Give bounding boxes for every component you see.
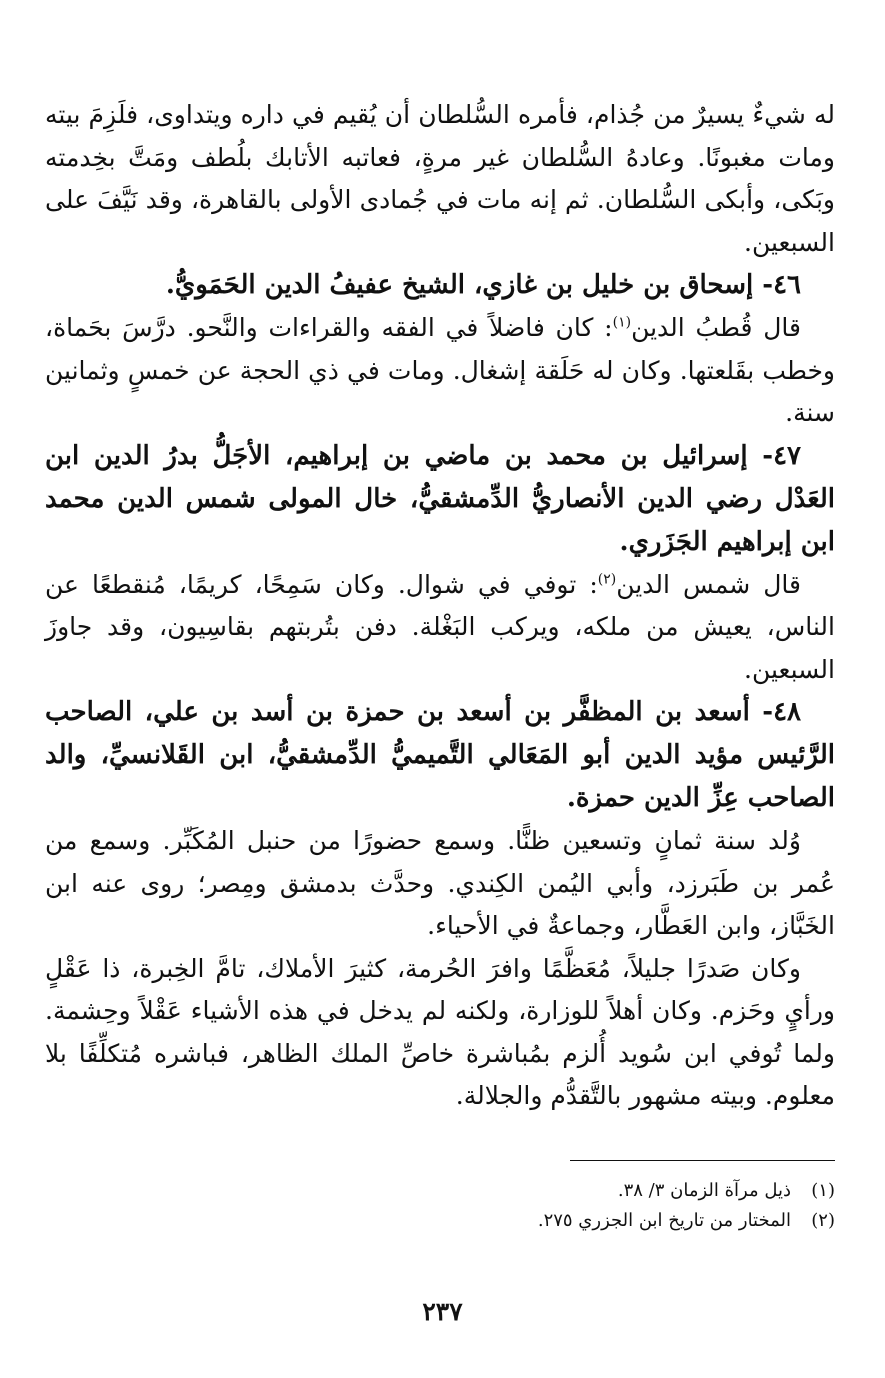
footnote-ref-1[interactable]: (١)	[612, 314, 632, 331]
paragraph-entry-48-b: وكان صَدرًا جليلاً، مُعَظَّمًا وافرَ الحُرمة، كثيرَ الأملاك، تامَّ الخِبرة، ذا عَقْلٍ ورأيٍ وحَزم. وكان أهلاً للوزارة، ولكنه لم يدخل في هذه الأشياء عَقْلاً وحِشمة. ولما تُوفي ابن سُويد أُلزم بمُباشرة خاصِّ الملك الظاهر، فباشره مُتكلِّفًا بلا معلوم. وبيته مشهور بالتَّقدُّم والجلالة.	[45, 953, 835, 1110]
paragraph-entry-47	[45, 564, 835, 692]
quote-lead: قال شمس الدين	[616, 569, 801, 599]
entry-heading-48: ٤٨- أسعد بن المظفَّر بن أسعد بن حمزة بن أسد بن علي، الصاحب الرَّئيس مؤيد الدين أبو المَعَالي التَّميميُّ الدِّمشقيُّ، ابن القَلانسيِّ، والد الصاحب عِزِّ الدين حمزة.	[45, 697, 835, 813]
footnote-number: (١)	[811, 1180, 835, 1201]
main-text	[45, 94, 835, 1118]
entry-heading-47: ٤٧- إسرائيل بن محمد بن ماضي بن إبراهيم، الأجَلُّ بدرُ الدين ابن العَدْل رضي الدين الأنصاريُّ الدِّمشقيُّ، خال المولى شمس الدين محمد ابن إبراهيم الجَزَري.	[45, 440, 835, 557]
entry-heading-46: ٤٦- إسحاق بن خليل بن غازي، الشيخ عفيفُ الدين الحَمَويُّ.	[165, 270, 801, 300]
footnote-ref-2[interactable]: (٢)	[597, 571, 617, 588]
paragraph-entry-46	[45, 307, 835, 435]
footnotes	[45, 1176, 835, 1236]
footnote-text: المختار من تاريخ ابن الجزري ٢٧٥.	[537, 1210, 791, 1231]
footnote-1	[45, 1176, 835, 1206]
quote-lead: قال قُطبُ الدين	[631, 313, 801, 342]
paragraph-entry-48-a: وُلد سنة ثمانٍ وتسعين ظنًّا. وسمع حضورًا من حنبل المُكَبِّر. وسمع من عُمر بن طَبَرزد، وأبي اليُمن الكِندي. وحدَّث بدمشق ومِصر؛ روى عنه ابن الخَبَّاز، وابن العَطَّار، وجماعةٌ في الأحياء.	[45, 826, 835, 940]
footnote-number: (٢)	[811, 1210, 835, 1231]
page-number: ٢٣٧	[422, 1297, 463, 1326]
paragraph-continuation: له شيءٌ يسيرٌ من جُذام، فأمره السُّلطان أن يُقيم في داره ويتداوى، فلَزِمَ بيته ومات مغبونًا. وعادهُ السُّلطان غير مرةٍ، فعاتبه الأتابك بلُطف ومَتَّ بخِدمته وبَكى، وأبكى السُّلطان. ثم إنه مات في جُمادى الأولى بالقاهرة، وقد نَيَّفَ على السبعين.	[45, 100, 835, 257]
footnote-divider	[570, 1160, 835, 1161]
quote-body: : توفي في شوال. وكان سَمِحًا، كريمًا، مُنقطعًا عن الناس، يعيش من ملكه، ويركب البَغْلة. دفن بتُربتهم بقاسِيون، وقد جاوزَ السبعين.	[45, 569, 835, 684]
quote-body: : كان فاضلاً في الفقه والقراءات والنَّحو. درَّسَ بحَماة، وخطب بقَلعتها. وكان له حَلَقة إشغال. ومات في ذي الحجة عن خمسٍ وثمانين سنة.	[45, 313, 835, 427]
footnote-2	[45, 1206, 835, 1236]
footnote-text: ذيل مرآة الزمان ٣/ ٣٨.	[617, 1180, 791, 1201]
